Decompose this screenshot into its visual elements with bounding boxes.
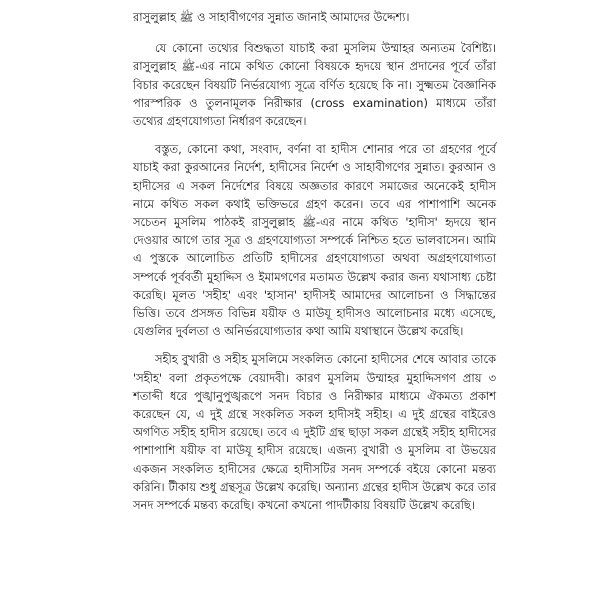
paragraph-bukhari-muslim: সহীহ বুখারী ও সহীহ মুসলিমে সংকলিত কোনো হাদীসের শেষে আবার তাকে 'সহীহ' বলা প্রকৃতপক্ষে বেয়াদবী। কারণ মুসলিম উম্মাহর মুহাদ্দিসগণ প্রায় ৩ শতাব্দী ধরে পুঙ্খানুপুঙ্খরূপে সনদ বিচার ও নিরীক্ষার মাধ্যমে ঐকমত্য প্রকাশ করেছেন যে, এ দুই গ্রন্থে সংকলিত সকল হাদীসই সহীহ। এ দুই গ্রন্থের বাইরেও অগণিত সহীহ হাদীস রয়েছে। তবে এ দুইটি গ্রন্থ ছাড়া সকল গ্রন্থেই সহীহ হাদীসের পাশাপাশি যয়ীফ বা মাউযূ হাদীস রয়েছে। এজন্য বুখারী ও মুসলিম বা উভয়ের একজন সংকলিত হাদীসের ক্ষেত্রে হাদীসটির সনদ সম্পর্কে বইয়ে কোনো মন্তব্য করিনি। টীকায় শুধু গ্রন্থসূত্র উল্লেখ করেছি। অন্যান্য গ্রন্থের হাদীস উল্লেখ করে তার সনদ সম্পর্কে মন্তব্য করেছি। কখনো কখনো পাদটীকায় বিষয়টি উল্লেখ করেছি। [133, 352, 496, 513]
paragraph-quran-hadith-instruction: বস্তুত, কোনো কথা, সংবাদ, বর্ণনা বা হাদীস শোনার পরে তা গ্রহণের পূর্বে যাচাই করা কুরআনের নির্দেশ, হাদীসের নির্দেশ ও সাহাবীগণের সুন্নাত। কুরআন ও হাদীসের এ সকল নির্দেশের বিষয়ে অজ্ঞতার কারণে সমাজের অনেকেই হাদীস নামে কথিত সকল কথাই ভক্তিভরে গ্রহণ করেন। তবে এর পাশাপাশি অনেক সচেতন মুসলিম পাঠকই রাসুলুল্লাহ ﷺ-এর নামে কথিত 'হাদীস' হৃদয়ে স্থান দেওয়ার আগে তার সূত্র ও গ্রহণযোগ্যতা সম্পর্কে নিশ্চিত হতে ভালবাসেন। আমি এ পুস্তকে আলোচিত প্রতিটি হাদীসের গ্রহণযোগ্যতা অথবা অগ্রহণযোগ্যতা সম্পর্কে পূর্ববর্তী মুহাদ্দিস ও ইমামগণের মতামত উল্লেখ করার জন্য যথাসাধ্য চেষ্টা করেছি। মূলত 'সহীহ' এবং 'হাসান' হাদীসই আমাদের আলোচনা ও সিদ্ধান্তের ভিত্তি। তবে প্রসঙ্গত বিভিন্ন যয়ীফ ও মাউযূ হাদীসও আলোচনার মধ্যে এসেছে, যেগুলির দুর্বলতা ও অনির্ভরযোগ্যতার কথা আমি যথাস্থানে উল্লেখ করেছি। [133, 142, 496, 339]
paragraph-intro: রাসুলুল্লাহ ﷺ ও সাহাবীগণের সুন্নাত জানাই আমাদের উদ্দেশ্য। [133, 10, 410, 24]
paragraph-verification: যে কোনো তথ্যের বিশুদ্ধতা যাচাই করা মুসলিম উম্মাহর অন্যতম বৈশিষ্ট্য। রাসুলুল্লাহ ﷺ-এর নামে কথিত কোনো বিষয়কে হৃদয়ে স্থান প্রদানের পূর্বে তাঁরা বিচার করেছেন বিষয়টি নির্ভরযোগ্য সূত্রে বর্ণিত হয়েছে কি না। সুক্ষ্মতম বৈজ্ঞানিক পারস্পরিক ও তুলনামূলক নিরীক্ষার (cross examination) মাধ্যমে তাঁরা তথ্যের গ্রহণযোগ্যতা নির্ধারণ করেছেন। [133, 41, 497, 129]
